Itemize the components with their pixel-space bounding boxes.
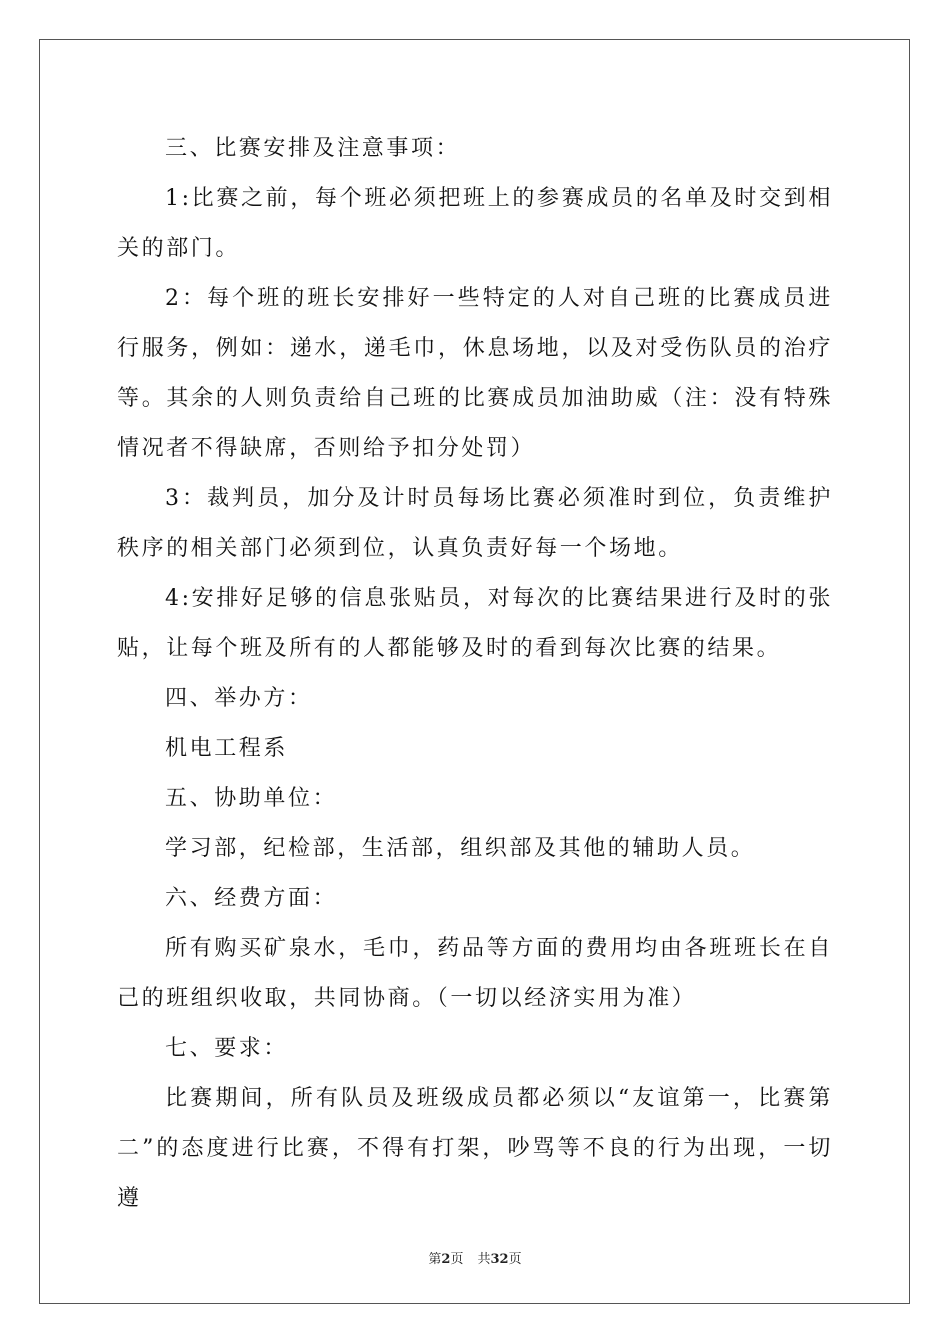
funding-paragraph: 所有购买矿泉水，毛巾，药品等方面的费用均由各班班长在自己的班组织收取，共同协商。（一切以经济实用为准） [117,936,833,1011]
section-heading-arrangements: 三、比赛安排及注意事项： [165,136,461,161]
total-pages: 32 [490,1252,509,1267]
page-suffix: 页 [450,1252,464,1267]
requirements-paragraph: 比赛期间，所有队员及班级成员都必须以“友谊第一，比赛第二”的态度进行比赛，不得有打架，吵骂等不良的行为出现，一切遵 [117,1086,833,1211]
organizer-name: 机电工程系 [165,736,289,761]
paragraph-item-4: 4:安排好足够的信息张贴员，对每次的比赛结果进行及时的张贴，让每个班及所有的人都能够及时的看到每次比赛的结果。 [117,586,833,661]
section-heading-assisting-units: 五、协助单位： [165,786,338,811]
paragraph-item-3: 3：裁判员，加分及计时员每场比赛必须准时到位，负责维护秩序的相关部门必须到位，认真负责好每一个场地。 [117,486,833,561]
page-number: 2 [441,1252,451,1267]
section-heading-funding: 六、经费方面： [165,886,338,911]
total-suffix: 页 [508,1252,522,1267]
page-footer [0,1248,950,1267]
document-body [117,124,833,1224]
assisting-units-list: 学习部，纪检部，生活部，组织部及其他的辅助人员。 [165,836,756,861]
section-heading-organizer: 四、举办方： [165,686,313,711]
page-prefix: 第 [428,1252,442,1267]
section-heading-requirements: 七、要求： [165,1036,289,1061]
paragraph-item-2: 2：每个班的班长安排好一些特定的人对自己班的比赛成员进行服务，例如：递水，递毛巾，休息场地，以及对受伤队员的治疗等。其余的人则负责给自己班的比赛成员加油助威（注：没有特殊情况者不得缺席，否则给予扣分处罚） [117,286,833,461]
paragraph-item-1: 1:比赛之前，每个班必须把班上的参赛成员的名单及时交到相关的部门。 [117,186,833,261]
total-prefix: 共 [477,1252,491,1267]
